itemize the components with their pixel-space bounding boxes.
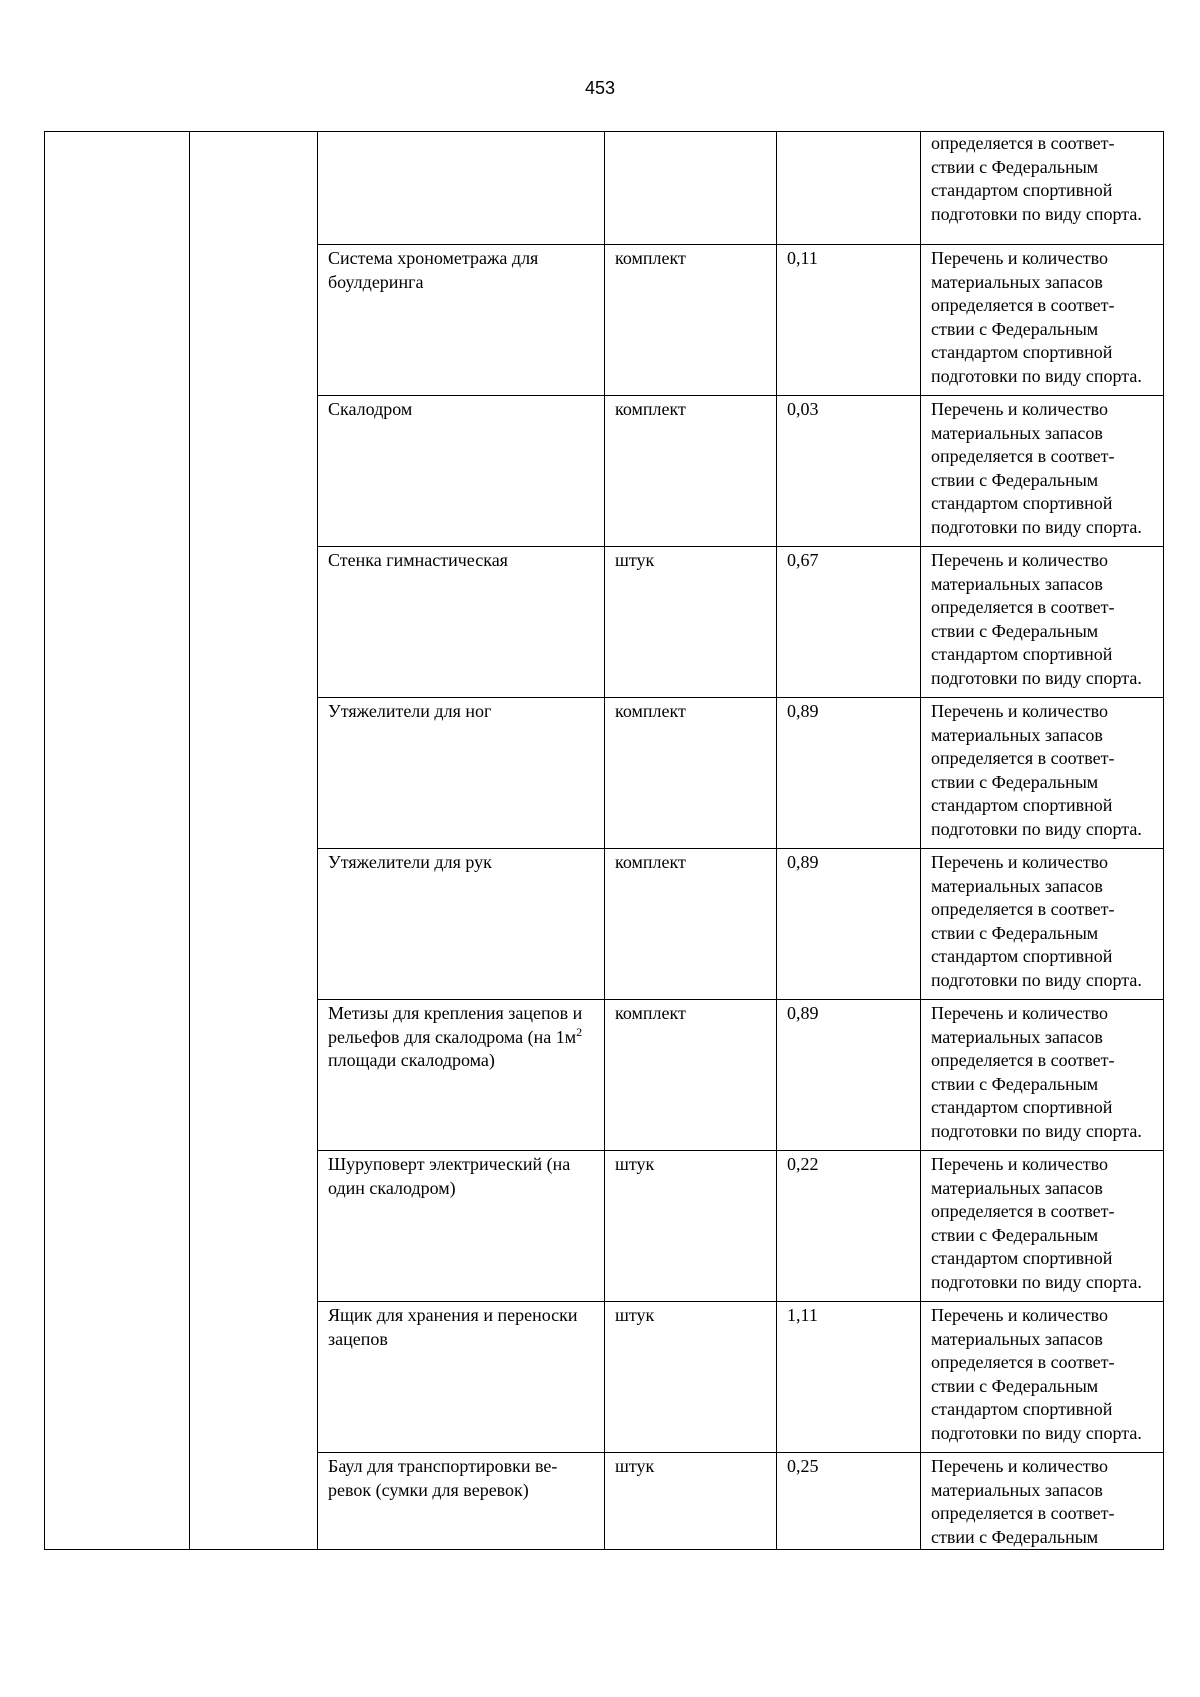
cell-remark: Перечень и количество материальных запасов определяется в соответ-ствии с Федеральным стандартом спортивной подготовки по виду спорта. — [921, 547, 1164, 698]
cell-unit: комплект — [605, 1000, 777, 1151]
cell-remark: Перечень и количество материальных запасов определяется в соответ-ствии с Федеральным стандартом спортивной подготовки по виду спорта. — [921, 1151, 1164, 1302]
cell-name: Стенка гимнастическая — [318, 547, 605, 698]
cell-remark: Перечень и количество материальных запасов определяется в соответ-ствии с Федеральным стандартом спортивной подготовки по виду спорта. — [921, 698, 1164, 849]
cell-unit: комплект — [605, 245, 777, 396]
superscript: 2 — [576, 1024, 583, 1039]
cell-qty: 0,67 — [777, 547, 921, 698]
cell-name: Ящик для хранения и переноски зацепов — [318, 1302, 605, 1453]
page-number: 453 — [584, 78, 616, 98]
cell-unit: комплект — [605, 698, 777, 849]
cell-remark: Перечень и количество материальных запасов определяется в соответ-ствии с Федеральным стандартом спортивной подготовки по виду спорта. — [921, 1302, 1164, 1453]
cell-name: Баул для транспортировки ве-ревок (сумки для веревок) — [318, 1453, 605, 1550]
cell-qty: 0,22 — [777, 1151, 921, 1302]
cell-remark: Перечень и количество материальных запасов определяется в соответ-ствии с Федеральным стандартом спортивной подготовки по виду спорта. — [921, 1000, 1164, 1151]
cell-name — [318, 1000, 605, 1151]
cell-qty: 0,89 — [777, 698, 921, 849]
cell-unit: комплект — [605, 849, 777, 1000]
cell-remark: Перечень и количество материальных запасов определяется в соответ-ствии с Федеральным стандартом спортивной подготовки по виду спорта. — [921, 245, 1164, 396]
cell-name: Система хронометража для боулдеринга — [318, 245, 605, 396]
cell-qty: 0,11 — [777, 245, 921, 396]
cell-name — [318, 132, 605, 245]
cell-qty — [777, 132, 921, 245]
cell-name: Утяжелители для ног — [318, 698, 605, 849]
empty-cell-col2 — [190, 132, 318, 1550]
cell-name: Шуруповерт электрический (на один скалодром) — [318, 1151, 605, 1302]
cell-name: Скалодром — [318, 396, 605, 547]
cell-unit: штук — [605, 1302, 777, 1453]
empty-cell-col1 — [45, 132, 190, 1550]
cell-qty: 1,11 — [777, 1302, 921, 1453]
table-row — [45, 132, 1164, 245]
cell-qty: 0,89 — [777, 1000, 921, 1151]
cell-unit — [605, 132, 777, 245]
cell-qty: 0,25 — [777, 1453, 921, 1550]
cell-remark: Перечень и количество материальных запасов определяется в соответ-ствии с Федеральным стандартом спортивной подготовки по виду спорта. — [921, 396, 1164, 547]
cell-remark: Перечень и количество материальных запасов определяется в соответ-ствии с Федеральным стандартом спортивной подготовки по виду спорта. — [921, 849, 1164, 1000]
cell-unit: штук — [605, 547, 777, 698]
cell-qty: 0,89 — [777, 849, 921, 1000]
cell-unit: штук — [605, 1151, 777, 1302]
cell-qty: 0,03 — [777, 396, 921, 547]
cell-remark: Перечень и количество материальных запасов определяется в соответ-ствии с Федеральным — [921, 1453, 1164, 1550]
cell-name: Утяжелители для рук — [318, 849, 605, 1000]
equipment-table — [44, 131, 1164, 1550]
cell-unit: штук — [605, 1453, 777, 1550]
cell-unit: комплект — [605, 396, 777, 547]
name-text-cont: площади скалодрома) — [328, 1050, 495, 1070]
cell-remark: определяется в соответ-ствии с Федеральным стандартом спортивной подготовки по виду спорта. — [921, 132, 1164, 245]
name-text: Метизы для крепления зацепов и рельефов для скалодрома (на 1м — [328, 1003, 583, 1047]
